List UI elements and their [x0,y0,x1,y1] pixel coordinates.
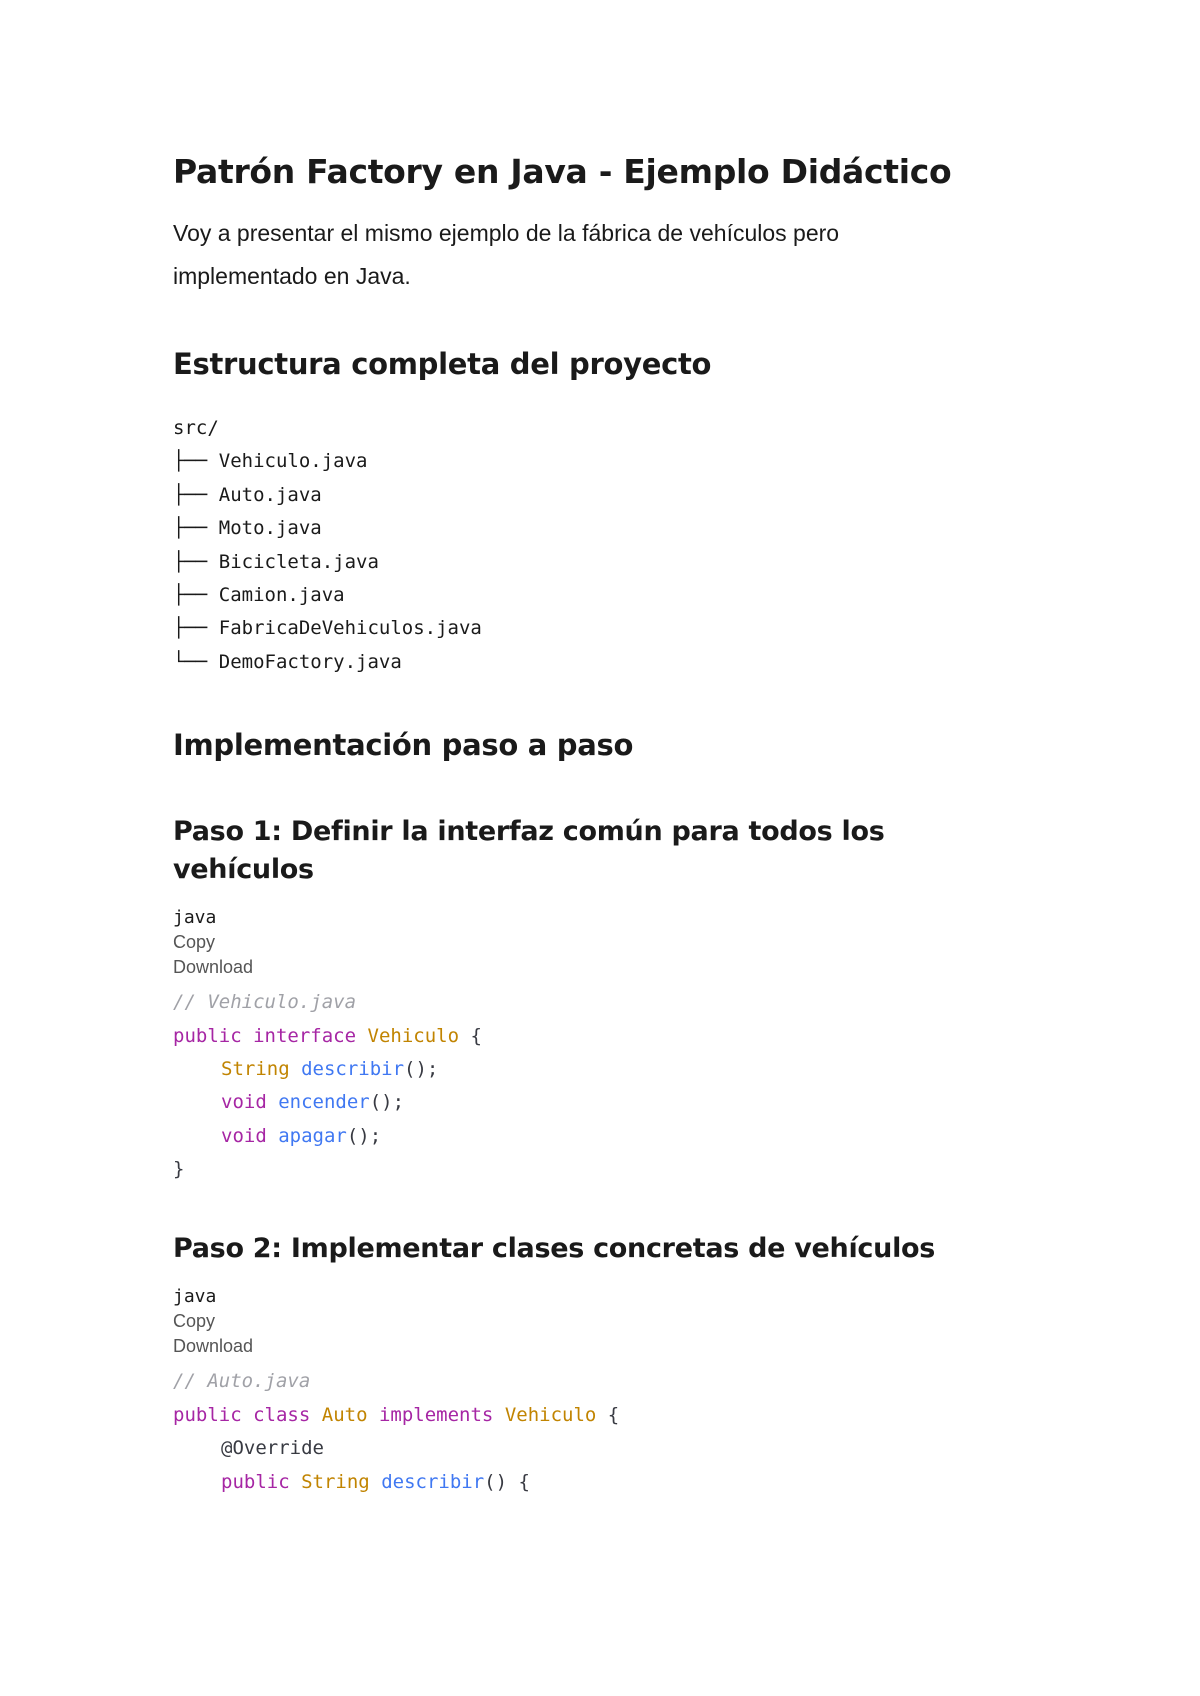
code-line [173,1053,1033,1086]
code-body [173,986,1033,1186]
tree-item [173,612,1033,645]
tree-branch: ├── [173,483,219,506]
tree-item [173,646,1033,679]
code-keyword: public [173,1403,242,1426]
document-page [173,150,1033,1499]
code-line [173,1153,1033,1186]
tree-branch: ├── [173,583,219,606]
tree-item [173,512,1033,545]
code-type: Vehiculo [367,1024,460,1047]
code-keyword: public [173,1024,242,1047]
tree-item [173,445,1033,478]
tree-file-name: Vehiculo.java [218,450,368,473]
code-block-header [173,1284,1033,1359]
tree-branch: └── [173,650,219,673]
code-line [173,1466,1033,1499]
tree-branch: ├── [173,450,219,473]
download-button[interactable]: Download [173,957,254,978]
copy-button[interactable]: Copy [173,1311,216,1332]
code-punct: () { [484,1470,530,1493]
tree-item [173,546,1033,579]
step2-heading: Paso 2: Implementar clases concretas de vehículos [173,1233,936,1265]
code-body [173,1365,1033,1499]
code-punct: } [173,1158,185,1181]
code-type: Vehiculo [504,1403,597,1426]
copy-button[interactable]: Copy [173,932,216,953]
code-keyword: void [221,1091,267,1114]
tree-file-name: Bicicleta.java [218,550,379,573]
code-keyword: interface [253,1024,357,1047]
code-punct: { [459,1024,482,1047]
code-function: encender [278,1091,370,1114]
tree-root: src/ [173,417,219,439]
code-block-header [173,905,1033,980]
code-type: String [301,1470,370,1493]
download-button[interactable]: Download [173,1336,254,1357]
code-block-step2 [173,1284,1033,1499]
project-tree [173,412,1033,679]
code-line [173,1020,1033,1053]
code-annotation: @Override [221,1437,324,1460]
code-punct: (); [346,1124,382,1147]
tree-branch: ├── [173,517,219,540]
code-line [173,1120,1033,1153]
code-comment: // Vehiculo.java [173,991,357,1014]
step1-heading: Paso 1: Definir la interfaz común para todos los vehículos [173,816,885,886]
code-line [173,986,1033,1019]
tree-item [173,479,1033,512]
page-title: Patrón Factory en Java - Ejemplo Didáctico [173,152,952,191]
code-keyword: void [221,1124,267,1147]
implementation-heading: Implementación paso a paso [173,728,634,763]
code-punct: (); [404,1057,439,1080]
tree-item [173,579,1033,612]
code-keyword: class [253,1403,311,1426]
code-function: apagar [278,1124,347,1147]
code-function: describir [301,1057,405,1080]
code-line [173,1365,1033,1398]
code-type: Auto [321,1403,368,1426]
code-punct: { [596,1403,620,1426]
tree-file-name: Camion.java [218,583,345,606]
tree-file-name: Moto.java [218,517,322,540]
tree-file-name: FabricaDeVehiculos.java [218,617,482,640]
code-line [173,1432,1033,1465]
code-keyword: implements [378,1403,494,1426]
tree-branch: ├── [173,617,219,640]
code-language-label: java [173,907,217,929]
tree-file-name: Auto.java [218,483,322,506]
code-type: String [221,1057,290,1080]
code-line [173,1086,1033,1119]
code-comment: // Auto.java [173,1370,311,1393]
code-keyword: public [221,1470,290,1493]
intro-paragraph: Voy a presentar el mismo ejemplo de la fábrica de vehículos pero implementado en Java. [173,220,840,289]
code-language-label: java [173,1286,217,1308]
code-block-step1 [173,905,1033,1186]
code-function: describir [381,1470,485,1493]
code-punct: (); [369,1091,405,1114]
structure-heading: Estructura completa del proyecto [173,347,712,381]
tree-file-name: DemoFactory.java [218,650,402,673]
tree-branch: ├── [173,550,219,573]
code-line [173,1399,1033,1432]
